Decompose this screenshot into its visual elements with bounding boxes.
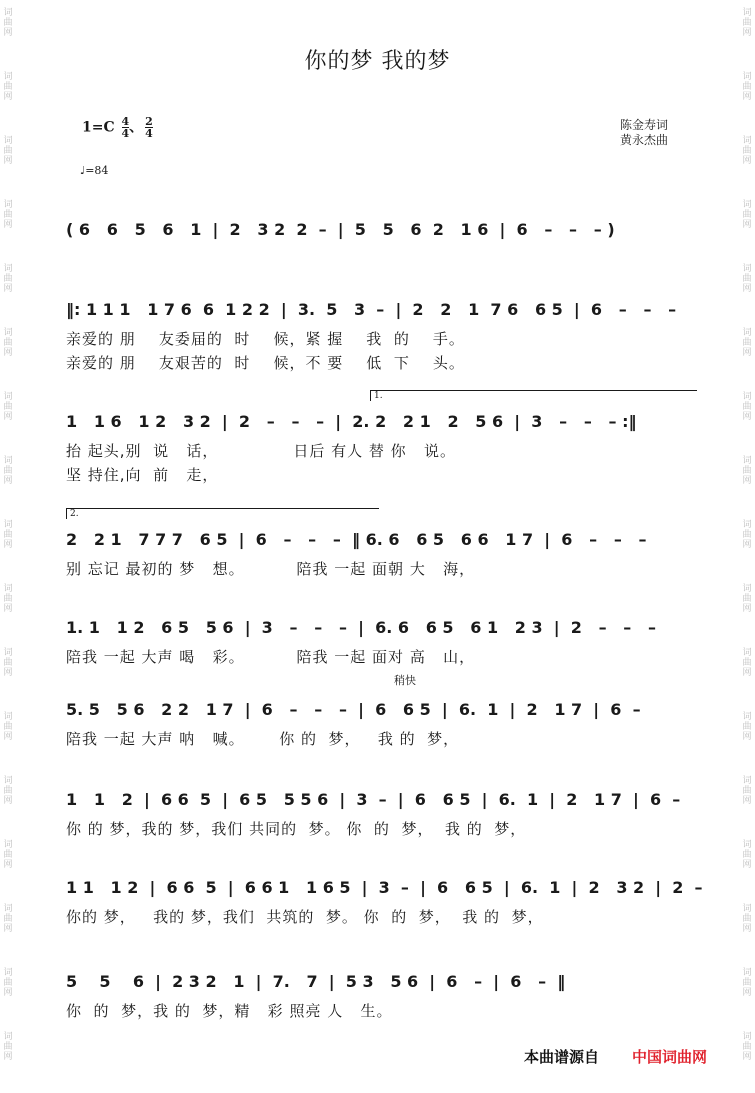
- watermark-text: 词 曲 网: [3, 712, 13, 742]
- volta-label-2: 2.: [70, 509, 79, 519]
- watermark-text: 词 曲 网: [3, 392, 13, 422]
- watermark-text: 词 曲 网: [3, 456, 13, 486]
- volta-bracket-1: [370, 390, 697, 401]
- credits: [620, 118, 668, 148]
- time-signature-1: $\frac{4}{4}$: [121, 115, 130, 140]
- watermark-text: 词 曲 网: [3, 1032, 13, 1062]
- watermark-text: 词 曲 网: [742, 648, 752, 678]
- lyric-line: 陪我 一起 大声 呐 喊。 你 的 梦， 我 的 梦，: [66, 730, 460, 748]
- watermark-text: 词 曲 网: [3, 264, 13, 294]
- watermark-text: 词 曲 网: [3, 840, 13, 870]
- notation-line: ( 6 6 5 6 1 | 2 3 2 2 – | 5 5 6 2 1 6 | 6 – – – ): [66, 220, 615, 239]
- lyric-line: 你 的 梦，我 的 梦，精 彩 照亮 人 生。: [66, 1002, 393, 1020]
- lyric-line: 亲爱的 朋 友艰苦的 时 候，不 要 低 下 头。: [66, 354, 465, 372]
- watermark-text: 词 曲 网: [3, 904, 13, 934]
- watermark-text: 词 曲 网: [742, 456, 752, 486]
- watermark-left: [0, 0, 16, 1093]
- key-label: 1=C: [82, 119, 115, 136]
- watermark-text: 词 曲 网: [742, 904, 752, 934]
- lyric-line: 你的 梦， 我的 梦，我们 共筑的 梦。 你 的 梦， 我 的 梦，: [66, 908, 544, 926]
- key-signature: [82, 116, 153, 139]
- watermark-text: 词 曲 网: [3, 72, 13, 102]
- lyric-line: 抬 起头,别 说 话， 日后 有人 替 你 说。: [66, 442, 456, 460]
- watermark-text: 词 曲 网: [3, 648, 13, 678]
- watermark-text: 词 曲 网: [3, 8, 13, 38]
- watermark-text: 词 曲 网: [3, 200, 13, 230]
- notation-line: 1. 1 1 2 6 5 5 6 | 3 – – – | 6. 6 6 5 6 1 2 3 | 2 – – –: [66, 618, 657, 637]
- lyric-line: 亲爱的 朋 友委届的 时 候，紧 握 我 的 手。: [66, 330, 465, 348]
- watermark-right: [739, 0, 755, 1093]
- notation-line: 5. 5 5 6 2 2 1 7 | 6 – – – | 6 6 5 | 6. 1 | 2 1 7 | 6 –: [66, 700, 641, 719]
- watermark-text: 词 曲 网: [742, 840, 752, 870]
- watermark-text: 词 曲 网: [742, 8, 752, 38]
- watermark-text: 词 曲 网: [742, 136, 752, 166]
- song-title: 你的梦 我的梦: [304, 49, 451, 74]
- watermark-text: 词 曲 网: [742, 968, 752, 998]
- tempo-marking: ♩=84: [80, 164, 109, 177]
- watermark-text: 词 曲 网: [742, 72, 752, 102]
- watermark-text: 词 曲 网: [742, 328, 752, 358]
- watermark-text: 词 曲 网: [742, 712, 752, 742]
- watermark-text: 词 曲 网: [3, 584, 13, 614]
- watermark-text: 词 曲 网: [742, 264, 752, 294]
- watermark-text: 词 曲 网: [3, 520, 13, 550]
- composer: 黄永杰曲: [620, 133, 669, 147]
- volta-bracket-2: [66, 508, 379, 519]
- time-signature-separator: 、: [129, 119, 144, 136]
- watermark-text: 词 曲 网: [3, 328, 13, 358]
- watermark-text: 词 曲 网: [742, 520, 752, 550]
- notation-line: 1 1 2 | 6 6 5 | 6 5 5 5 6 | 3 – | 6 6 5 | 6. 1 | 2 1 7 | 6 –: [66, 790, 681, 809]
- time-signature-2: $\frac{2}{4}$: [145, 115, 153, 140]
- watermark-text: 词 曲 网: [742, 776, 752, 806]
- source-site: 中国词曲网: [632, 1048, 708, 1066]
- notation-line: 1 1 6 1 2 3 2 | 2 – – – | 2. 2 2 1 2 5 6 | 3 – – – :‖: [66, 412, 637, 431]
- watermark-text: 词 曲 网: [3, 136, 13, 166]
- watermark-text: 词 曲 网: [3, 776, 13, 806]
- watermark-text: 词 曲 网: [3, 968, 13, 998]
- notation-line: 1 1 1 2 | 6 6 5 | 6 6 1 1 6 5 | 3 – | 6 6 5 | 6. 1 | 2 3 2 | 2 –: [66, 878, 703, 897]
- watermark-text: 词 曲 网: [742, 584, 752, 614]
- watermark-text: 词 曲 网: [742, 392, 752, 422]
- notation-line: 5 5 6 | 2 3 2 1 | 7. 7 | 5 3 5 6 | 6 – | 6 – ‖: [66, 972, 566, 991]
- volta-label-1: 1.: [374, 391, 383, 401]
- lyric-line: 你 的 梦，我的 梦，我们 共同的 梦。 你 的 梦， 我 的 梦，: [66, 820, 527, 838]
- source-prefix: 本曲谱源自: [524, 1048, 600, 1066]
- lyric-line: 坚 持住,向 前 走，: [66, 466, 219, 484]
- notation-line: 2 2 1 7 7 7 6 5 | 6 – – – ‖ 6. 6 6 5 6 6 1 7 | 6 – – –: [66, 530, 647, 549]
- watermark-text: 词 曲 网: [742, 200, 752, 230]
- lyric-line: 别 忘记 最初的 梦 想。 陪我 一起 面朝 大 海，: [66, 560, 476, 578]
- lyric-line: 陪我 一起 大声 喝 彩。 陪我 一起 面对 高 山，: [66, 648, 476, 666]
- notation-line: ‖: 1 1 1 1 7 6 6 1 2 2 | 3. 5 3 – | 2 2 1 7 6 6 5 | 6 – – –: [66, 300, 677, 319]
- tempo-change-faster: 稍快: [394, 674, 416, 687]
- lyricist: 陈金寿词: [620, 118, 669, 132]
- watermark-text: 词 曲 网: [742, 1032, 752, 1062]
